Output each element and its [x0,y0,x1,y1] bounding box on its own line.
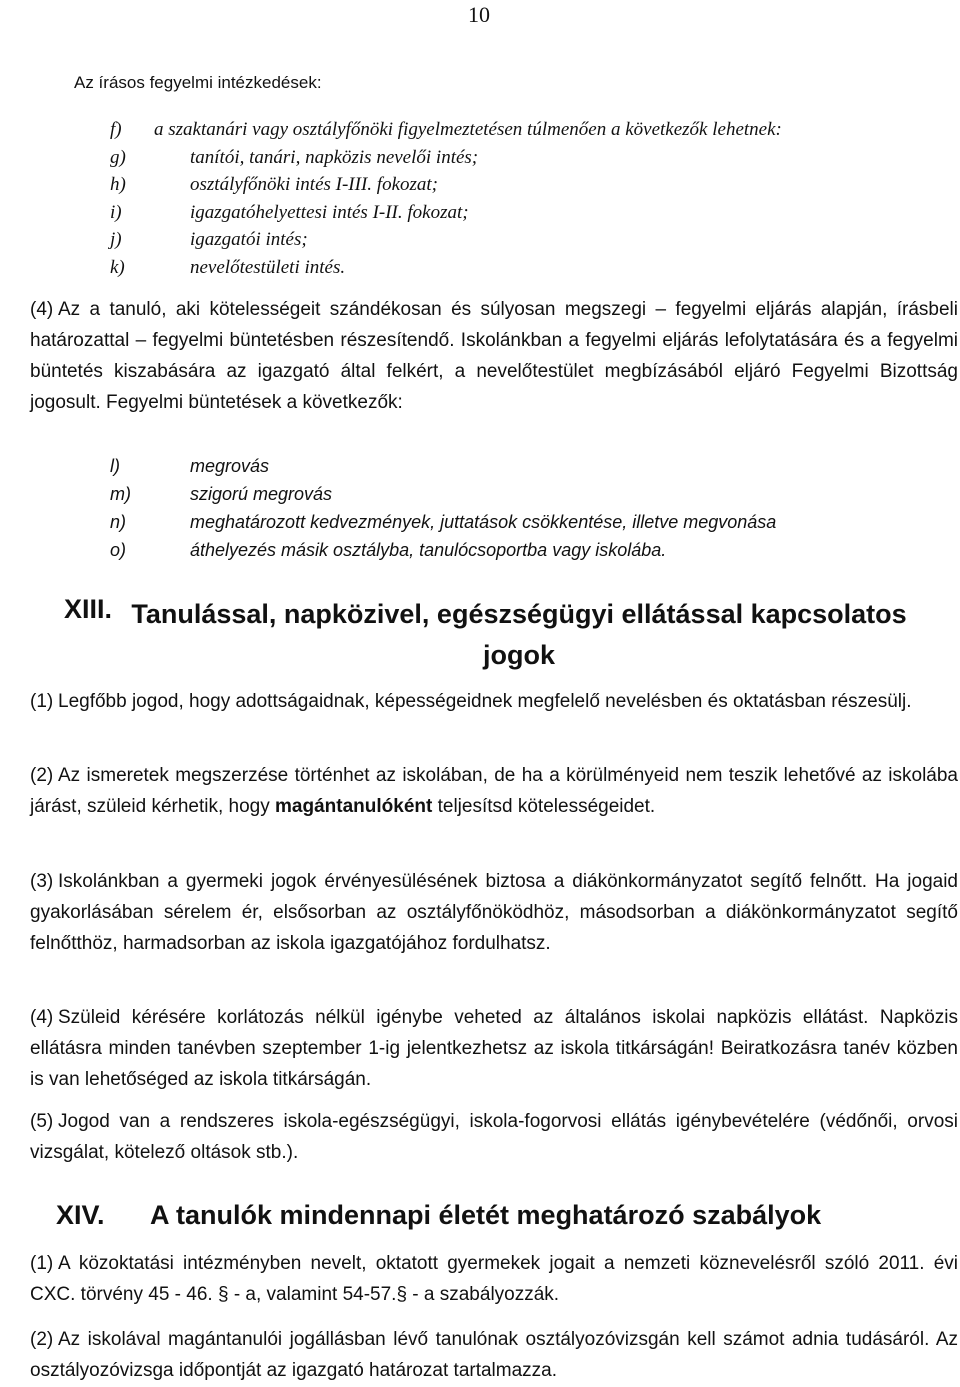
section-number: XIII. [64,594,113,624]
item-text: igazgatóhelyettesi intés I-II. fokozat; [190,201,469,223]
item-text: osztályfőnöki intés I-III. fokozat; [190,174,439,195]
section-heading-xiii [64,594,944,684]
item-label: g) [110,146,126,168]
paragraph-number: (2) [30,765,54,786]
item-text: igazgatói intés; [190,229,308,250]
item-label: j) [110,229,122,250]
written-measures-intro: Az írásos fegyelmi intézkedések: [74,73,322,92]
paragraph-1 [30,686,958,717]
item-label: n) [110,512,127,532]
list-item [110,116,782,144]
list-item [110,480,776,508]
list-item [110,171,782,199]
item-label: f) [110,119,122,140]
paragraph-text-end: teljesítsd kötelességeidet. [432,796,656,817]
item-text: tanítói, tanári, napközis nevelői intés; [190,146,479,168]
list-item [110,508,776,536]
paragraph-text: A közoktatási intézményben nevelt, oktatott gyermekek jogait a nemzeti köznevelésről szóló 2011. évi CXC. törvény 45 - 46. § - a, valamint 54-57.§ - a szabályozzák. [30,1253,958,1305]
paragraph-2 [30,760,958,822]
paragraph-3 [30,866,958,959]
item-label: m) [110,484,131,504]
written-measures-list [110,116,782,281]
paragraph-number: (5) [30,1111,54,1132]
section-title: Tanulással, napközivel, egészségügyi ellátással kapcsolatos jogok [131,599,907,670]
list-item [110,452,776,480]
item-text: áthelyezés másik osztályba, tanulócsoportba vagy iskolába. [190,540,667,560]
item-text: nevelőtestületi intés. [190,256,346,278]
paragraph-number: (3) [30,871,54,892]
paragraph-text: Iskolánkban a gyermeki jogok érvényesülésének biztosa a diákönkormányzatot segítő felnőtt. Ha jogaid gyakorlásában sérelem ér, elsősorban az osztályfőnöködhöz, másodsorban a diákönkormányzatot segítő felnőtthöz, harmadsorban az iskola igazgatójához fordulhatsz. [30,871,958,954]
bold-term: magántanulóként [275,796,433,817]
list-item [110,199,782,227]
item-label: i) [110,201,122,223]
item-text: szigorú megrovás [190,484,333,504]
paragraph-number: (1) [30,1253,54,1274]
list-item [110,536,776,564]
list-item [110,144,782,172]
paragraph-4 [30,1002,958,1095]
paragraph-2-xiv [30,1324,958,1386]
section-title: A tanulók mindennapi életét meghatározó szabályok [150,1200,822,1230]
page-number: 10 [468,2,490,27]
paragraph-text: Az a tanuló, aki kötelességeit szándékosan és súlyosan megszegi – fegyelmi eljárás alapján, írásbeli határozattal – fegyelmi büntetésben részesítendő. Iskolánkban a fegyelmi eljárás lefolytatására és a fegyelmi büntetés kiszabására az igazgató által felkért, a nevelőtestület megbízásából eljáró Fegyelmi Bizottság jogosult. Fegyelmi büntetések a következők: [30,299,958,413]
list-item [110,226,782,254]
paragraph-4-disciplinary [30,294,958,418]
item-text: meghatározott kedvezmények, juttatások csökkentése, illetve megvonása [190,512,777,532]
list-item [110,254,782,282]
paragraph-number: (1) [30,691,54,712]
paragraph-text: Jogod van a rendszeres iskola-egészségügyi, iskola-fogorvosi ellátás igénybevételére (védőnői, orvosi vizsgálat, kötelező oltások stb.). [30,1111,958,1163]
paragraph-number: (2) [30,1329,54,1350]
item-label: k) [110,256,125,278]
section-number: XIV. [56,1200,105,1230]
paragraph-5 [30,1106,958,1168]
paragraph-text: Az iskolával magántanulói jogállásban lévő tanulónak osztályozóvizsgán kell számot adnia tudásáról. Az osztályozóvizsga időpontját az igazgató határozat tartalmazza. [30,1329,958,1381]
paragraph-number: (4) [30,1007,54,1028]
paragraph-text: Szüleid kérésére korlátozás nélkül igénybe veheted az általános iskolai napközis ellátást. Napközis ellátásra minden tanévben szeptember 1-ig jelentkezhetsz az iskola titkárságán! Beiratkozásra tanév közben is van lehetőséged az iskola titkárságán. [30,1007,958,1090]
paragraph-number: (4) [30,299,54,320]
paragraph-text: Az ismeretek megszerzése történhet az iskolában, de ha a körülményeid nem teszik lehetővé az iskolába járást, szüleid kérhetik, hogy [30,765,958,817]
section-heading-xiv [56,1200,936,1240]
item-label: o) [110,540,127,560]
item-text: megrovás [190,456,270,476]
paragraph-text: Legfőbb jogod, hogy adottságaidnak, képességeidnek megfelelő nevelésben és oktatásban részesülj. [58,691,912,712]
item-label: h) [110,174,126,195]
item-label: l) [110,456,120,476]
item-text: a szaktanári vagy osztályfőnöki figyelmeztetésen túlmenően a következők lehetnek: [154,119,782,140]
paragraph-1-xiv [30,1248,958,1310]
punishments-list [110,452,776,564]
